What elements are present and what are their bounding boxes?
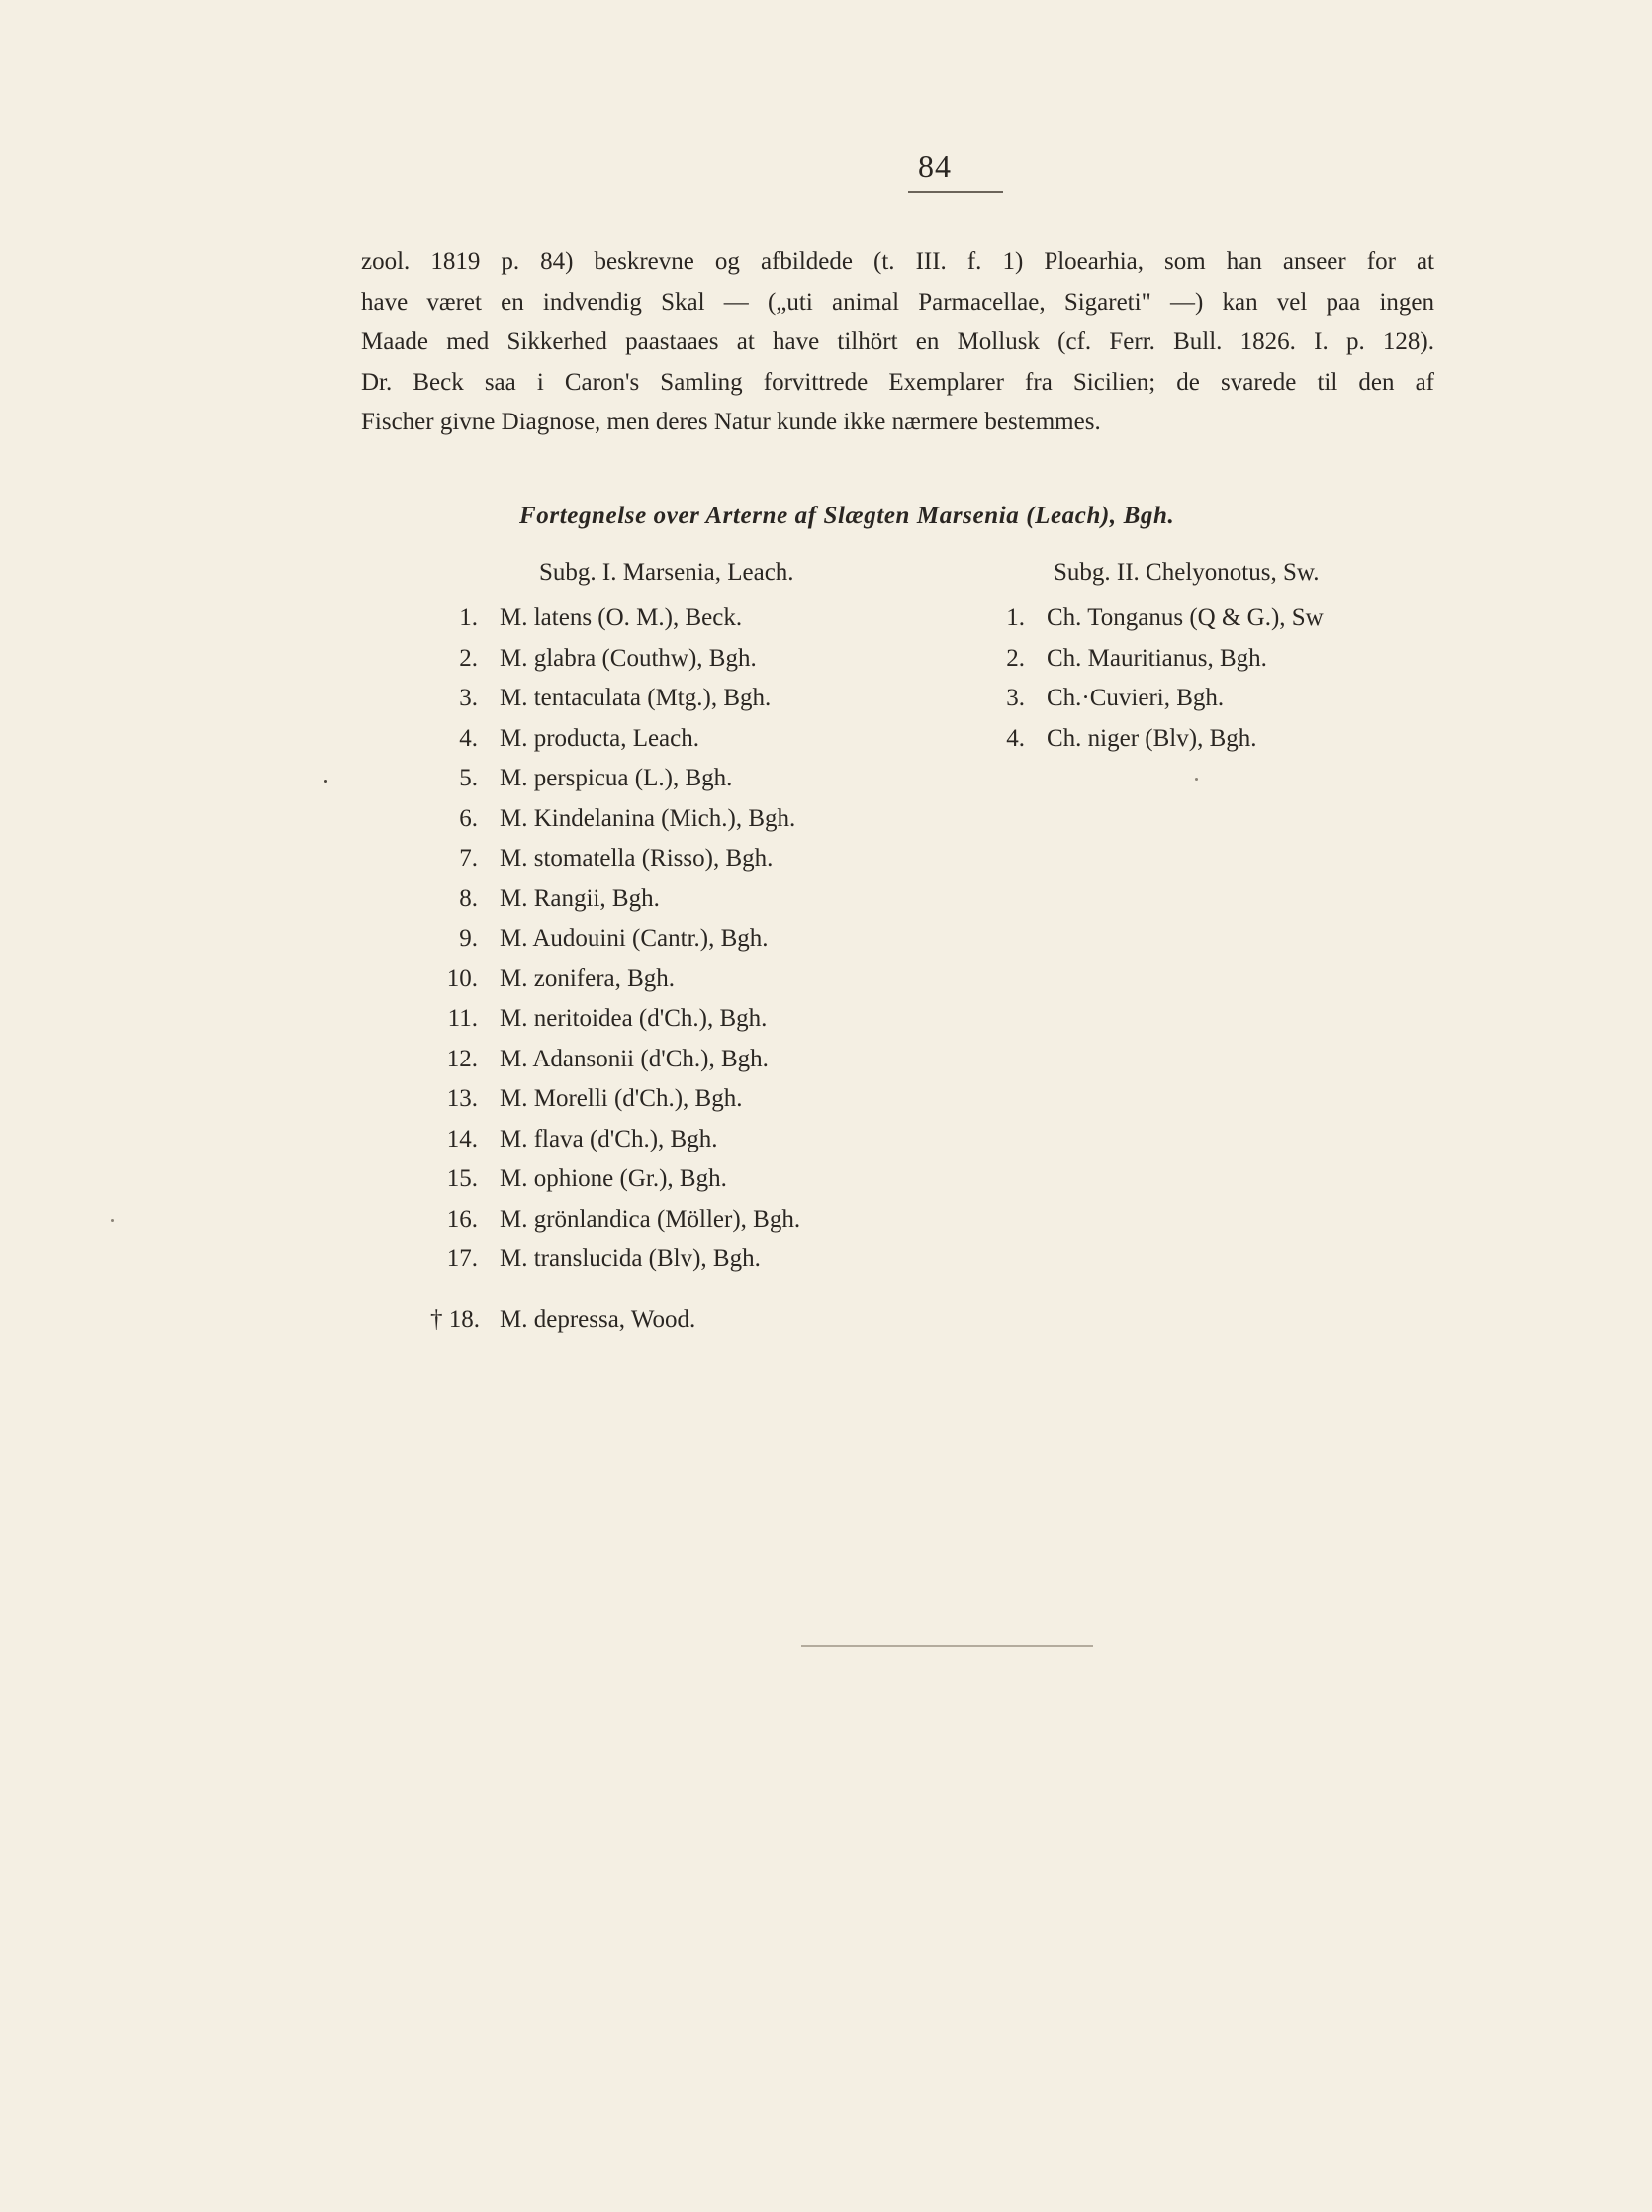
species-name: M. grönlandica (Möller), Bgh. bbox=[500, 1205, 801, 1233]
list-item bbox=[430, 1040, 800, 1080]
species-number: 4. bbox=[1006, 724, 1025, 752]
list-item-extinct bbox=[430, 1300, 800, 1340]
species-name: M. tentaculata (Mtg.), Bgh. bbox=[500, 685, 772, 711]
species-number: 9. bbox=[459, 925, 478, 952]
species-number: 16. bbox=[446, 1205, 478, 1233]
species-number: 4. bbox=[459, 724, 478, 752]
species-number: 1. bbox=[1006, 604, 1025, 631]
species-number: 2. bbox=[459, 644, 478, 672]
page-number: 84 bbox=[918, 148, 952, 184]
species-name: M. zonifera, Bgh. bbox=[500, 965, 676, 992]
species-number: 11. bbox=[447, 1005, 478, 1032]
ink-speck bbox=[324, 780, 327, 783]
species-name: M. Kindelanina (Mich.), Bgh. bbox=[500, 804, 796, 832]
species-number: 14. bbox=[446, 1125, 478, 1152]
list-item bbox=[430, 1159, 800, 1200]
species-number: 5. bbox=[459, 765, 478, 791]
list-item bbox=[430, 639, 800, 680]
species-name: M. Adansonii (d'Ch.), Bgh. bbox=[500, 1045, 769, 1072]
species-number: 6. bbox=[459, 804, 478, 832]
right-column-heading: Subg. II. Chelyonotus, Sw. bbox=[1054, 559, 1320, 586]
list-item bbox=[997, 639, 1324, 680]
body-paragraph bbox=[361, 242, 1434, 443]
species-name: M. Audouini (Cantr.), Bgh. bbox=[500, 925, 769, 952]
species-name: M. glabra (Couthw), Bgh. bbox=[500, 644, 757, 672]
page-number-rule bbox=[908, 191, 1003, 193]
list-item bbox=[997, 679, 1324, 719]
species-name: Ch. niger (Blv), Bgh. bbox=[1047, 724, 1257, 752]
list-item bbox=[430, 919, 800, 960]
list-item bbox=[430, 719, 800, 760]
ink-speck bbox=[1195, 778, 1198, 781]
list-item bbox=[430, 1120, 800, 1160]
list-item bbox=[430, 799, 800, 840]
species-number: 3. bbox=[1006, 685, 1025, 711]
species-name: M. depressa, Wood. bbox=[500, 1305, 696, 1333]
list-item bbox=[430, 1079, 800, 1120]
ink-speck bbox=[111, 1219, 114, 1222]
list-item bbox=[997, 719, 1324, 760]
list-item bbox=[430, 879, 800, 920]
species-number: 7. bbox=[459, 845, 478, 872]
species-number: 15. bbox=[446, 1165, 478, 1192]
species-name: M. flava (d'Ch.), Bgh. bbox=[500, 1125, 718, 1152]
bottom-rule bbox=[801, 1645, 1093, 1647]
list-item bbox=[430, 999, 800, 1040]
species-name: Ch. Mauritianus, Bgh. bbox=[1047, 644, 1267, 672]
body-line: Maade med Sikkerhed paastaaes at have tilhört en Mollusk (cf. Ferr. Bull. 1826. I. p. 128). bbox=[361, 328, 1434, 355]
species-number: 17. bbox=[446, 1245, 478, 1272]
species-number: 8. bbox=[459, 884, 478, 912]
right-species-list bbox=[997, 599, 1324, 759]
species-name: Ch. Tonganus (Q & G.), Sw bbox=[1047, 604, 1324, 631]
species-number: 12. bbox=[446, 1045, 478, 1072]
left-column-heading: Subg. I. Marsenia, Leach. bbox=[539, 559, 794, 586]
species-number: 1. bbox=[459, 604, 478, 631]
species-name: M. Rangii, Bgh. bbox=[500, 884, 660, 912]
species-name: M. Morelli (d'Ch.), Bgh. bbox=[500, 1085, 743, 1112]
list-item bbox=[430, 1240, 800, 1280]
species-number: † 18. bbox=[430, 1305, 480, 1333]
body-line: Dr. Beck saa i Caron's Samling forvittrede Exemplarer fra Sicilien; de svarede til den af bbox=[361, 368, 1434, 396]
species-name: M. latens (O. M.), Beck. bbox=[500, 604, 743, 631]
body-line: Fischer givne Diagnose, men deres Natur kunde ikke nærmere bestemmes. bbox=[361, 409, 1101, 435]
species-name: M. producta, Leach. bbox=[500, 724, 700, 752]
list-item bbox=[430, 759, 800, 799]
species-name: M. perspicua (L.), Bgh. bbox=[500, 765, 733, 791]
list-item bbox=[430, 839, 800, 879]
list-item bbox=[430, 599, 800, 639]
list-item bbox=[997, 599, 1324, 639]
list-item bbox=[430, 679, 800, 719]
species-name: M. ophione (Gr.), Bgh. bbox=[500, 1165, 727, 1192]
species-name: M. translucida (Blv), Bgh. bbox=[500, 1245, 761, 1272]
species-number: 10. bbox=[446, 965, 478, 992]
species-number: 3. bbox=[459, 685, 478, 711]
species-number: 2. bbox=[1006, 644, 1025, 672]
left-species-list bbox=[430, 599, 800, 1339]
list-item bbox=[430, 1200, 800, 1241]
species-number: 13. bbox=[446, 1085, 478, 1112]
body-line: zool. 1819 p. 84) beskrevne og afbildede (t. III. f. 1) Ploearhia, som han anseer for at bbox=[361, 248, 1434, 275]
list-item bbox=[430, 960, 800, 1000]
section-title: Fortegnelse over Arterne af Slægten Marsenia (Leach), Bgh. bbox=[519, 503, 1175, 529]
species-name: M. neritoidea (d'Ch.), Bgh. bbox=[500, 1005, 768, 1032]
body-line: have været en indvendig Skal — („uti animal Parmacellae, Sigareti" —) kan vel paa ingen bbox=[361, 288, 1434, 316]
species-name: Ch.·Cuvieri, Bgh. bbox=[1047, 685, 1225, 711]
species-name: M. stomatella (Risso), Bgh. bbox=[500, 845, 774, 872]
